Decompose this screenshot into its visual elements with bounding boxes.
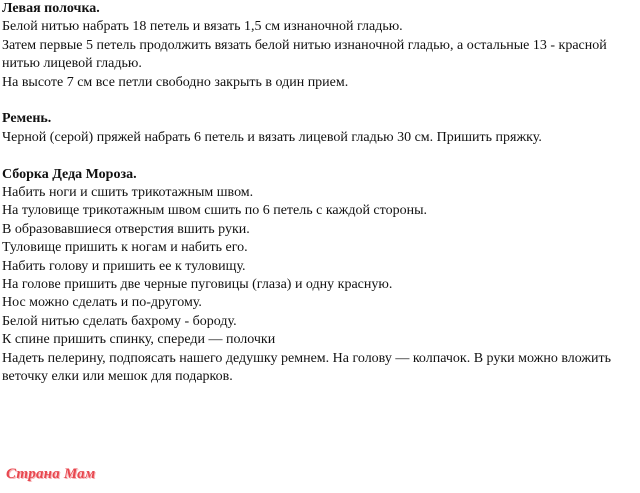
- paragraph-line: К спине пришить спинку, спереди — полочки: [2, 332, 276, 348]
- paragraph-line: Черной (серой) пряжей набрать 6 петель и вязать лицевой гладью 30 см. Пришить пряжку.: [2, 129, 542, 145]
- paragraph-line: Надеть пелерину, подпоясать нашего дедушку ремнем. На голову — колпачок. В руки можно вложить веточку елки или мешок для подарков.: [2, 350, 612, 385]
- paragraph-line: На туловище трикотажным швом сшить по 6 петель с каждой стороны.: [2, 203, 427, 219]
- paragraph-line: Нос можно сделать и по-другому.: [2, 295, 202, 311]
- section-title: Сборка Деда Мороза.: [2, 166, 137, 182]
- paragraph-line: Белой нитью сделать бахрому - бороду.: [2, 313, 237, 329]
- paragraph-line: Затем первые 5 петель продолжить вязать белой нитью изнаночной гладью, а остальные 13 - красной нитью лицевой гладью.: [2, 37, 607, 72]
- paragraph-line: В образовавшиеся отверстия вшить руки.: [2, 221, 250, 237]
- paragraph-line: Набить ноги и сшить трикотажным швом.: [2, 185, 254, 201]
- section-title: Левая полочка.: [2, 1, 100, 16]
- paragraph-line: Туловище пришить к ногам и набить его.: [2, 240, 248, 256]
- document-body: [2, 0, 634, 405]
- section-assembly: [2, 166, 634, 387]
- watermark-logo: Страна Мам: [6, 466, 96, 482]
- section-belt: [2, 110, 634, 147]
- paragraph-line: Набить голову и пришить ее к туловищу.: [2, 258, 246, 274]
- paragraph-line: Белой нитью набрать 18 петель и вязать 1,5 см изнаночной гладью.: [2, 19, 403, 35]
- paragraph-line: На высоте 7 см все петли свободно закрыть в один прием.: [2, 74, 349, 90]
- section-left-front: [2, 0, 634, 92]
- paragraph-line: На голове пришить две черные пуговицы (глаза) и одну красную.: [2, 277, 393, 293]
- section-title: Ремень.: [2, 111, 52, 127]
